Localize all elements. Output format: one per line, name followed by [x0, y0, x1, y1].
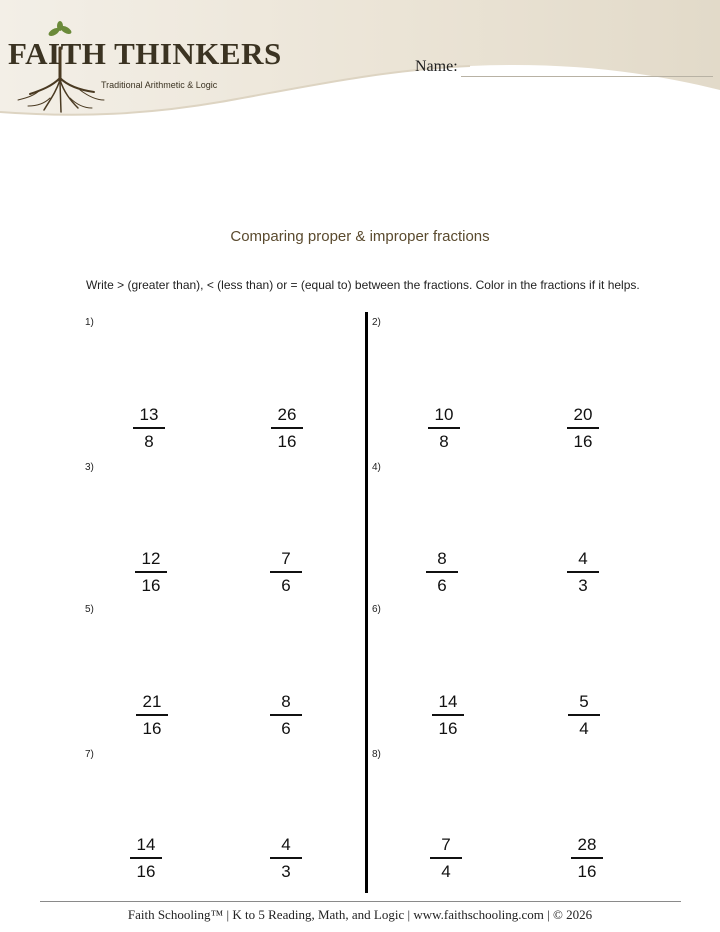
fraction-left[interactable]: [116, 835, 176, 882]
footer-divider: [40, 901, 681, 902]
numerator: 28: [577, 835, 597, 854]
numerator: 21: [142, 692, 162, 711]
fraction-right[interactable]: [554, 692, 614, 739]
fraction-left[interactable]: [414, 405, 474, 452]
denominator: 3: [578, 576, 588, 595]
denominator: 16: [573, 432, 593, 451]
fraction-left[interactable]: [412, 549, 472, 596]
fraction-bar: [567, 571, 599, 573]
fraction-left[interactable]: [119, 405, 179, 452]
numerator: 14: [136, 835, 156, 854]
fraction-bar: [130, 857, 162, 859]
problem-number: 5): [85, 604, 94, 615]
denominator: 8: [439, 432, 449, 451]
fraction-right[interactable]: [557, 835, 617, 882]
fraction-bar: [270, 571, 302, 573]
fraction-bar: [136, 714, 168, 716]
fraction-right[interactable]: [256, 549, 316, 596]
denominator: 4: [441, 862, 451, 881]
problem-number: 1): [85, 317, 94, 328]
column-divider: [365, 312, 368, 893]
name-label: Name:: [415, 58, 458, 75]
fraction-right[interactable]: [257, 405, 317, 452]
fraction-left[interactable]: [122, 692, 182, 739]
denominator: 4: [579, 719, 589, 738]
fraction-bar: [270, 714, 302, 716]
problem-number: 3): [85, 462, 94, 473]
numerator: 26: [277, 405, 297, 424]
fraction-right[interactable]: [553, 405, 613, 452]
problem-number: 7): [85, 749, 94, 760]
fraction-bar: [271, 427, 303, 429]
fraction-bar: [432, 714, 464, 716]
numerator: 20: [573, 405, 593, 424]
problem-number: 6): [372, 604, 381, 615]
name-input-line[interactable]: [461, 76, 713, 77]
logo-subtitle: Traditional Arithmetic & Logic: [101, 80, 218, 90]
fraction-bar: [135, 571, 167, 573]
numerator: 12: [141, 549, 161, 568]
numerator: 8: [437, 549, 447, 568]
numerator: 7: [441, 835, 451, 854]
denominator: 16: [577, 862, 597, 881]
fraction-bar: [133, 427, 165, 429]
problem-number: 8): [372, 749, 381, 760]
fraction-right[interactable]: [256, 835, 316, 882]
fraction-left[interactable]: [121, 549, 181, 596]
denominator: 16: [136, 862, 156, 881]
numerator: 14: [438, 692, 458, 711]
denominator: 6: [281, 576, 291, 595]
fraction-bar: [430, 857, 462, 859]
numerator: 5: [579, 692, 589, 711]
denominator: 3: [281, 862, 291, 881]
fraction-bar: [571, 857, 603, 859]
footer-text: Faith Schooling™ | K to 5 Reading, Math, and Logic | www.faithschooling.com | © 2026: [127, 907, 593, 922]
denominator: 16: [142, 719, 162, 738]
denominator: 6: [437, 576, 447, 595]
denominator: 16: [438, 719, 458, 738]
problem-number: 2): [372, 317, 381, 328]
fraction-bar: [270, 857, 302, 859]
problem-number: 4): [372, 462, 381, 473]
denominator: 6: [281, 719, 291, 738]
fraction-left[interactable]: [418, 692, 478, 739]
numerator: 13: [139, 405, 159, 424]
logo-title: FAITH THINKERS: [8, 36, 282, 71]
fraction-right[interactable]: [553, 549, 613, 596]
numerator: 4: [281, 835, 291, 854]
numerator: 8: [281, 692, 291, 711]
numerator: 4: [578, 549, 588, 568]
denominator: 16: [277, 432, 297, 451]
denominator: 16: [141, 576, 161, 595]
numerator: 7: [281, 549, 291, 568]
denominator: 8: [144, 432, 154, 451]
fraction-bar: [428, 427, 460, 429]
fraction-left[interactable]: [416, 835, 476, 882]
worksheet-instructions: Write > (greater than), < (less than) or = (equal to) between the fractions. Color in the fractions if it helps.: [86, 278, 640, 292]
fraction-right[interactable]: [256, 692, 316, 739]
fraction-bar: [426, 571, 458, 573]
numerator: 10: [434, 405, 454, 424]
fraction-bar: [567, 427, 599, 429]
worksheet-title: Comparing proper & improper fractions: [230, 228, 490, 245]
fraction-bar: [568, 714, 600, 716]
